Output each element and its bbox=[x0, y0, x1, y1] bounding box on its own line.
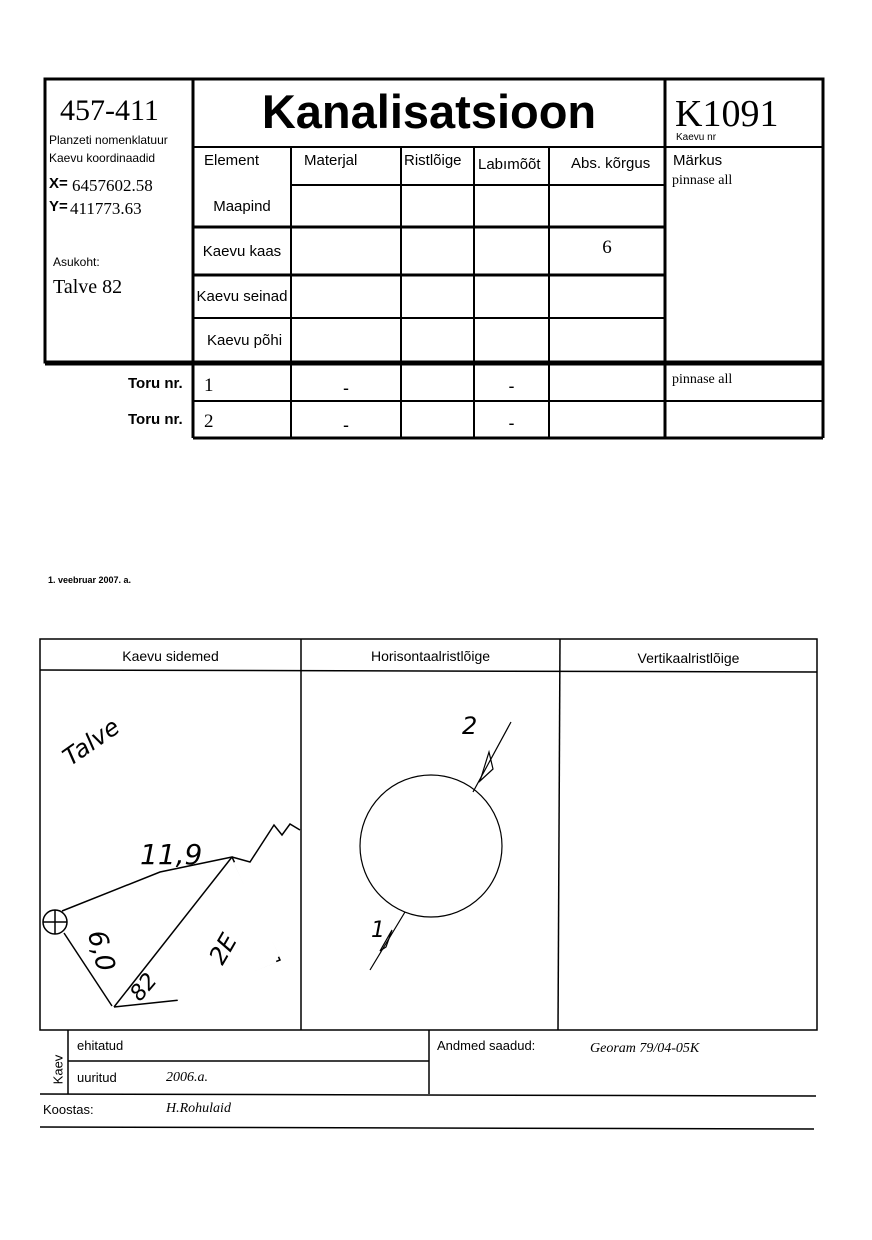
col-abs-height: Abs. kõrgus bbox=[571, 155, 651, 172]
pipe-label-1: Toru nr. bbox=[128, 375, 183, 392]
pipe-material-2: - bbox=[343, 414, 349, 435]
well-number-value: K1091 bbox=[675, 93, 779, 135]
hw-distance-1: 11,9 bbox=[140, 838, 203, 871]
hw-pipe-2: 2 bbox=[462, 712, 478, 740]
col-material: Materjal bbox=[304, 152, 358, 169]
surveyed-value: 2006.a. bbox=[166, 1070, 208, 1085]
hw-distance-2: 6,0 bbox=[80, 927, 121, 975]
lid-abs-height: 6 bbox=[602, 237, 612, 258]
hw-pipe-1: 1 bbox=[371, 918, 385, 943]
well-side-label: Kaev bbox=[50, 1054, 66, 1085]
row-walls: Kaevu seinad bbox=[196, 288, 288, 305]
row-bottom: Kaevu põhi bbox=[206, 331, 283, 349]
col-horizontal-section: Horisontaalristlõige bbox=[370, 648, 491, 664]
author-label: Koostas: bbox=[43, 1102, 94, 1117]
pipe-diameter-1: - bbox=[508, 375, 515, 396]
nomenclature-value: 457-411 bbox=[60, 94, 159, 127]
coords-label: Kaevu koordinaadid bbox=[49, 151, 156, 165]
author-value: H.Rohulaid bbox=[166, 1101, 231, 1116]
well-number-label: Kaevu nr bbox=[676, 132, 717, 143]
nomenclature-label: Planzeti nomenklatuur bbox=[49, 133, 168, 147]
pipe-note-1: pinnase all bbox=[672, 372, 733, 387]
pipe-no-2: 2 bbox=[204, 411, 214, 432]
pipe-diameter-2: - bbox=[508, 412, 515, 433]
pipe-material-1: - bbox=[343, 377, 349, 398]
date: 1. veebruar 2007. a. bbox=[48, 575, 132, 585]
data-source-value: Georam 79/04-05K bbox=[590, 1041, 700, 1056]
col-note: Märkus bbox=[673, 152, 723, 169]
page-title: Kanalisatsioon bbox=[261, 85, 597, 138]
note-top: pinnase all bbox=[672, 173, 733, 188]
surveyed-label: uuritud bbox=[77, 1070, 117, 1085]
pipe-no-1: 1 bbox=[204, 375, 214, 396]
y-label: Y= bbox=[49, 198, 68, 215]
col-vertical-section: Vertikaalristlõige bbox=[637, 650, 740, 666]
data-source-label: Andmed saadud: bbox=[437, 1038, 536, 1053]
col-well-ties: Kaevu sidemed bbox=[122, 648, 219, 664]
y-value: 411773.63 bbox=[70, 199, 142, 218]
col-cross-section: Ristlõige bbox=[404, 152, 462, 169]
hw-house: 82 bbox=[125, 968, 163, 1007]
x-value: 6457602.58 bbox=[72, 176, 153, 195]
col-diameter: Labımõõt bbox=[478, 156, 541, 173]
x-label: X= bbox=[49, 175, 68, 192]
row-lid: Kaevu kaas bbox=[202, 242, 282, 260]
pipe-label-2: Toru nr. bbox=[128, 411, 183, 428]
location-value: Talve 82 bbox=[53, 276, 123, 298]
location-label: Asukoht: bbox=[53, 255, 100, 269]
hw-street: Talve bbox=[57, 712, 125, 772]
row-ground: Maapind bbox=[213, 197, 271, 215]
hw-2e: 2E bbox=[203, 928, 243, 970]
built-label: ehitatud bbox=[77, 1038, 124, 1053]
col-element: Element bbox=[204, 152, 260, 169]
